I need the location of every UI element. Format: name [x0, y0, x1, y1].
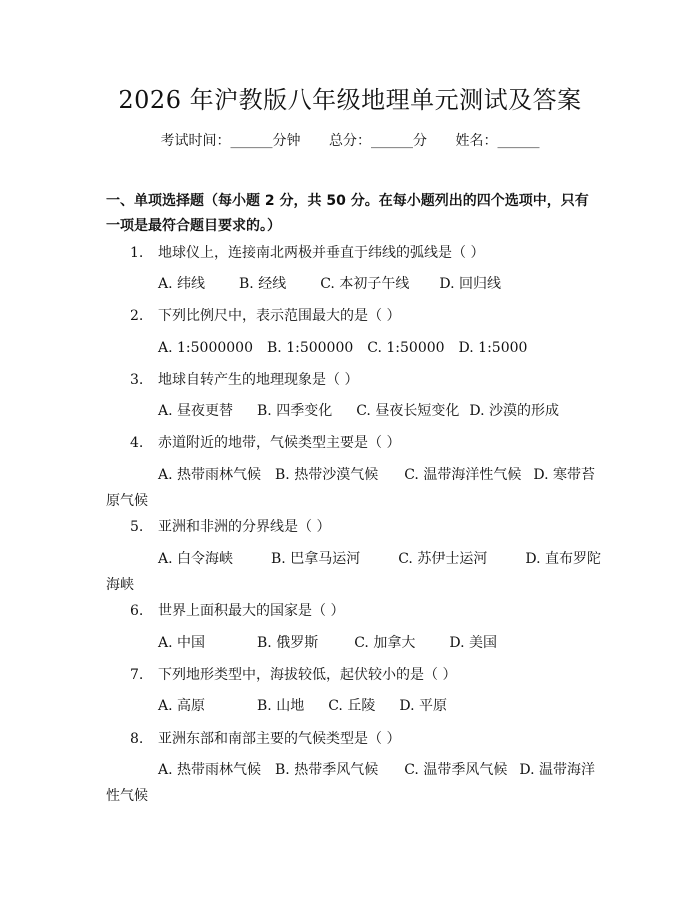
question-6-options [106, 630, 602, 656]
question-text: 世界上面积最大的国家是（ ） [158, 603, 345, 619]
option-b: B. 俄罗斯 [257, 635, 319, 651]
question-6 [130, 601, 344, 621]
question-2-options [106, 335, 602, 361]
option-b: B. 1:500000 [267, 340, 354, 356]
question-7 [130, 665, 456, 685]
option-d: D. 1:5000 [458, 340, 528, 356]
option-b: B. 经线 [239, 276, 287, 292]
question-number: 3. [130, 372, 144, 388]
option-c: C. 昼夜长短变化 [356, 403, 460, 419]
question-number: 2. [130, 308, 144, 324]
page-title: 2026 年沪教版八年级地理单元测试及答案 [118, 86, 582, 114]
option-c: C. 温带季风气候 [404, 762, 508, 778]
option-b: B. 四季变化 [257, 403, 333, 419]
option-a: A. 高原 [158, 698, 206, 714]
option-a: A. 昼夜更替 [158, 403, 234, 419]
option-b: B. 热带季风气候 [275, 762, 379, 778]
option-d: D. 回归线 [439, 276, 501, 292]
question-3-options [106, 398, 602, 424]
exam-time-field: 考试时间：______分钟 [160, 133, 301, 149]
question-4-options [106, 462, 602, 514]
question-number: 5. [130, 519, 144, 535]
option-a: A. 热带雨林气候 [158, 762, 262, 778]
question-text: 亚洲东部和南部主要的气候类型是（ ） [158, 731, 401, 747]
option-d: D. 直布罗陀海峡 [106, 551, 601, 593]
option-a: A. 热带雨林气候 [158, 467, 262, 483]
option-b: B. 山地 [257, 698, 305, 714]
option-c: C. 丘陵 [328, 698, 376, 714]
option-c: C. 苏伊士运河 [398, 551, 488, 567]
option-a: A. 1:5000000 [158, 340, 253, 356]
question-5-options [106, 546, 602, 598]
option-a: A. 白令海峡 [158, 551, 234, 567]
option-d: D. 寒带苔原气候 [106, 467, 595, 509]
option-a: A. 中国 [158, 635, 206, 651]
question-4 [130, 433, 400, 453]
question-1 [130, 243, 484, 263]
question-text: 下列比例尺中，表示范围最大的是（ ） [158, 308, 401, 324]
question-8-options [106, 757, 602, 809]
question-2 [130, 306, 400, 326]
option-c: C. 本初子午线 [320, 276, 410, 292]
question-number: 4. [130, 435, 144, 451]
question-1-options [106, 271, 602, 297]
option-b: B. 巴拿马运河 [271, 551, 361, 567]
question-number: 7. [130, 667, 144, 683]
question-text: 地球自转产生的地理现象是（ ） [158, 372, 359, 388]
section-heading: 一、单项选择题（每小题 2 分，共 50 分。在每小题列出的四个选项中，只有一项是最符合题目要求的。） [106, 193, 589, 234]
question-number: 8. [130, 731, 144, 747]
question-3 [130, 370, 358, 390]
question-text: 地球仪上，连接南北两极并垂直于纬线的弧线是（ ） [158, 245, 485, 261]
option-a: A. 纬线 [158, 276, 206, 292]
option-d: D. 沙漠的形成 [469, 403, 559, 419]
exam-meta [0, 131, 700, 151]
question-8 [130, 729, 400, 749]
question-number: 6. [130, 603, 144, 619]
option-c: C. 温带海洋性气候 [404, 467, 522, 483]
question-number: 1. [130, 245, 144, 261]
question-7-options [106, 693, 602, 719]
question-5 [130, 517, 330, 537]
option-c: C. 1:50000 [367, 340, 445, 356]
student-name-field: 姓名：______ [455, 133, 540, 149]
question-text: 亚洲和非洲的分界线是（ ） [158, 519, 331, 535]
question-text: 下列地形类型中，海拔较低，起伏较小的是（ ） [158, 667, 457, 683]
total-score-field: 总分：______分 [329, 133, 427, 149]
option-d: D. 美国 [449, 635, 497, 651]
option-d: D. 温带海洋性气候 [106, 762, 595, 804]
option-d: D. 平原 [399, 698, 447, 714]
option-c: C. 加拿大 [354, 635, 416, 651]
option-b: B. 热带沙漠气候 [275, 467, 379, 483]
question-text: 赤道附近的地带，气候类型主要是（ ） [158, 435, 401, 451]
